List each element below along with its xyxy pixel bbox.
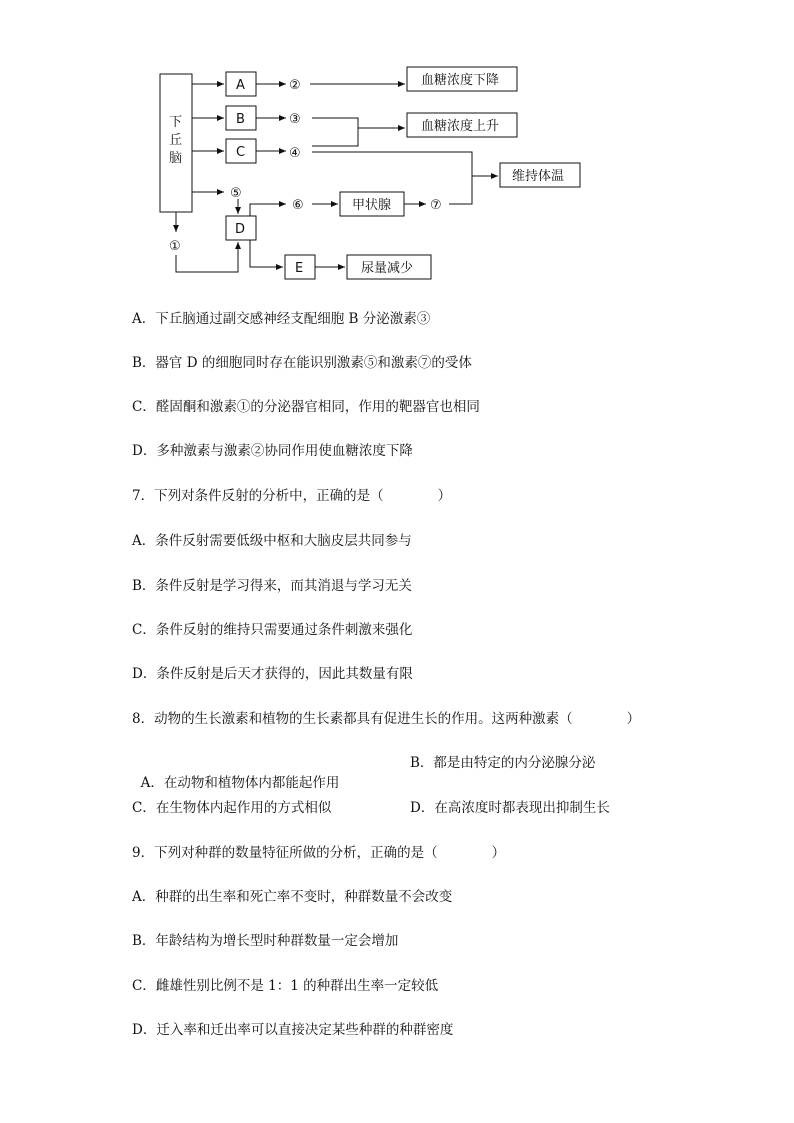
hypothalamus-label-2: 丘 (169, 133, 183, 148)
q6-option-c: C．醛固酮和激素①的分泌器官相同，作用的靶器官也相同 (132, 399, 480, 415)
box-b-label: B (236, 112, 245, 127)
q8-option-c: C．在生物体内起作用的方式相似 (132, 800, 332, 816)
q8-row-1 (132, 753, 339, 793)
box-e-label: E (295, 261, 304, 276)
q7-stem: 7．下列对条件反射的分析中，正确的是（ ） (132, 488, 452, 504)
q8-option-b: B．都是由特定的内分泌腺分泌 (410, 755, 596, 771)
hormone-4-label: ④ (289, 146, 301, 161)
hypothalamus-label-3: 脑 (169, 151, 183, 166)
q7-option-b: B．条件反射是学习得来，而其消退与学习无关 (132, 578, 412, 594)
thyroid-label: 甲状腺 (352, 198, 392, 213)
q9-option-d: D．迁入率和迁出率可以直接决定某些种群的种群密度 (132, 1022, 454, 1038)
hormone-7-label: ⑦ (430, 198, 442, 213)
glucose-down-label: 血糖浓度下降 (421, 73, 500, 88)
q9-stem: 9．下列对种群的数量特征所做的分析，正确的是（ ） (132, 845, 506, 861)
q7-option-c: C．条件反射的维持只需要通过条件刺激来强化 (132, 622, 413, 638)
box-d-label: D (235, 222, 246, 237)
hormone-2-label: ② (289, 78, 301, 93)
q8-option-d: D．在高浓度时都表现出抑制生长 (410, 800, 610, 816)
hormone-5-label: ⑤ (230, 186, 242, 201)
hormone-regulation-diagram (0, 0, 794, 290)
q6-option-a: A．下丘脑通过副交感神经支配细胞 B 分泌激素③ (132, 311, 431, 327)
body-temp-label: 维持体温 (512, 169, 565, 184)
q7-option-a: A．条件反射需要低级中枢和大脑皮层共同参与 (132, 533, 412, 549)
box-c-label: C (236, 145, 246, 160)
q6-option-b: B．器官 D 的细胞同时存在能识别激素⑤和激素⑦的受体 (132, 355, 472, 371)
q8-stem: 8．动物的生长激素和植物的生长素都具有促进生长的作用。这两种激素（ ） (132, 711, 641, 727)
hormone-1-label: ① (169, 239, 181, 254)
box-a-label: A (236, 78, 245, 93)
hypothalamus-label-1: 下 (169, 115, 183, 130)
q7-option-d: D．条件反射是后天才获得的，因此其数量有限 (132, 666, 413, 682)
q9-option-c: C．雌雄性别比例不是 1：1 的种群出生率一定较低 (132, 978, 439, 994)
glucose-up-label: 血糖浓度上升 (421, 119, 500, 134)
urine-down-label: 尿量减少 (361, 261, 414, 276)
hormone-3-label: ③ (289, 112, 301, 127)
q6-option-d: D．多种激素与激素②协同作用使血糖浓度下降 (132, 443, 413, 459)
q9-option-a: A．种群的出生率和死亡率不变时，种群数量不会改变 (132, 889, 453, 905)
hormone-6-label: ⑥ (292, 198, 304, 213)
q8-option-a: A．在动物和植物体内都能起作用 (140, 775, 340, 791)
q9-option-b: B．年龄结构为增长型时种群数量一定会增加 (132, 933, 399, 949)
